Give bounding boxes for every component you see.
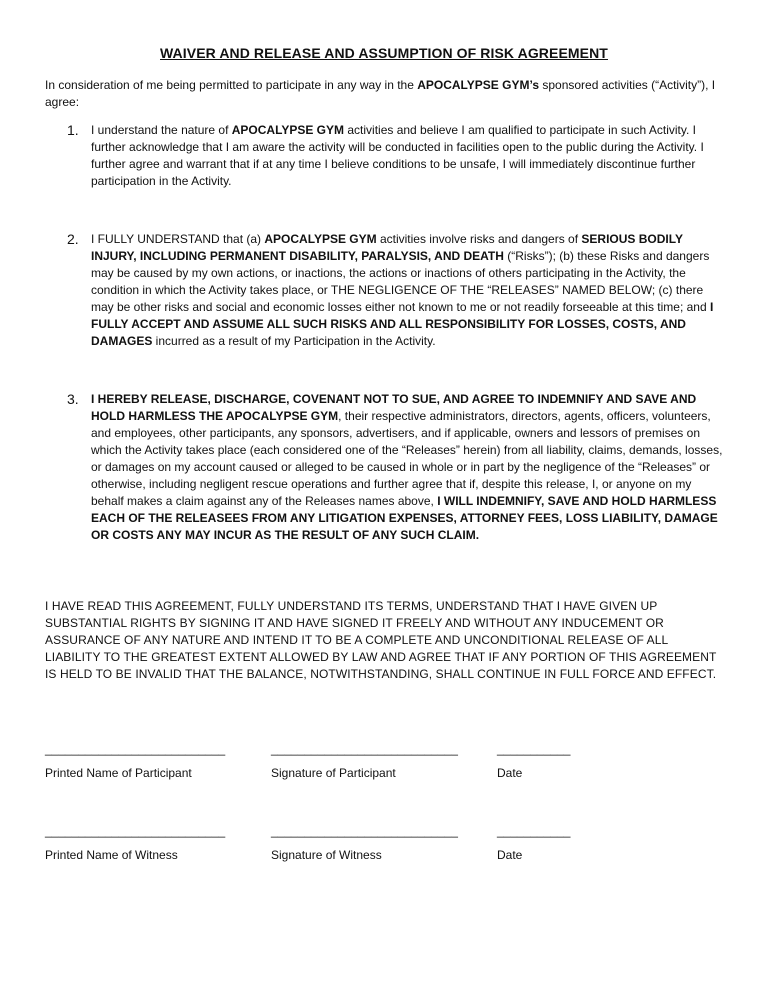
- item-text: I understand the nature of: [91, 123, 232, 137]
- witness-signature-label: Signature of Witness: [271, 848, 382, 862]
- intro-text-2: sponsored activities (“Activity”), I agree:: [45, 78, 716, 109]
- item-bold-text: I WILL INDEMNIFY, SAVE AND HOLD HARMLESS EACH OF THE RELEASEES FROM ANY LITIGATION EXPENSES, ATTORNEY FEES, LOSS LIABILITY, DAMAGE OR COSTS ANY MAY INCUR AS THE RESULT OF ANY SUCH CLAIM.: [91, 494, 718, 542]
- item-number: 2.: [67, 231, 79, 247]
- item-bold-text: APOCALYPSE GYM: [231, 123, 345, 137]
- item-text: (“Risks”); (b) these Risks and dangers may be caused by my own actions, or inactions, the actions or inactions of others participating in the Activity, the condition in which the Activity takes place, or THE NEGLIGENCE OF THE “RELEASES” NAMED BELOW; (c) there may be other risks and social and economic losses either not known to me or not readily forseeable at this time; and: [91, 249, 710, 314]
- item-text: I FULLY UNDERSTAND that (a): [91, 232, 265, 246]
- intro-paragraph: [45, 77, 725, 111]
- witness-date-label: Date: [497, 848, 523, 862]
- date-line[interactable]: ___________: [497, 742, 571, 756]
- item-body: [91, 231, 727, 350]
- signature-line[interactable]: ____________________________: [271, 742, 458, 756]
- item-text: activities involve risks and dangers of: [376, 232, 582, 246]
- participant-signature-label: Signature of Participant: [271, 766, 396, 780]
- list-item-3: [67, 391, 727, 544]
- participant-signature-field[interactable]: [271, 742, 458, 780]
- item-bold-text: I FULLY ACCEPT AND ASSUME ALL SUCH RISKS AND ALL RESPONSIBILITY FOR LOSSES, COSTS, AND DAMAGES: [91, 300, 714, 348]
- item-text: incurred as a result of my Participation in the Activity.: [152, 334, 436, 348]
- document-title: WAIVER AND RELEASE AND ASSUMPTION OF RISK AGREEMENT: [160, 45, 608, 61]
- signature-line[interactable]: ___________________________: [45, 824, 226, 838]
- witness-name-label: Printed Name of Witness: [45, 848, 178, 862]
- item-text: , their respective administrators, directors, agents, officers, volunteers, and employees, other participants, any sponsors, advertisers, and if applicable, owners and lessors of premises on which the Activity takes place (each considered one of the “Releases” herein) from all liability, claims, demands, losses, or damages on my account caused or alleged to be caused in whole or in part by the negligence of the “Releases” or otherwise, including negligent rescue operations and further agree that if, despite this release, I, or anyone on my behalf makes a claim against any of the Releases names above,: [91, 409, 723, 508]
- item-bold-text: SERIOUS BODILY INJURY, INCLUDING PERMANENT DISABILITY, PARALYSIS, AND DEATH: [91, 232, 683, 263]
- signature-line[interactable]: ____________________________: [271, 824, 458, 838]
- participant-name-field[interactable]: [45, 742, 225, 780]
- closing-paragraph: I HAVE READ THIS AGREEMENT, FULLY UNDERSTAND ITS TERMS, UNDERSTAND THAT I HAVE GIVEN UP SUBSTANTIAL RIGHTS BY SIGNING IT AND HAVE SIGNED IT FREELY AND WITHOUT ANY INDUCEMENT OR ASSURANCE OF ANY NATURE AND INTEND IT TO BE A COMPLETE AND UNCONDITIONAL RELEASE OF ALL LIABILITY TO THE GREATEST EXTENT ALLOWED BY LAW AND AGREE THAT IF ANY PORTION OF THIS AGREEMENT IS HELD TO BE INVALID THAT THE BALANCE, NOTWITHSTANDING, SHALL CONTINUE IN FULL FORCE AND EFFECT.: [45, 599, 717, 681]
- intro-text-1: In consideration of me being permitted to participate in any way in the: [45, 78, 418, 92]
- witness-date-field[interactable]: [497, 824, 570, 862]
- list-item-1: [67, 122, 727, 190]
- participant-date-label: Date: [497, 766, 523, 780]
- witness-signature-field[interactable]: [271, 824, 458, 862]
- item-bold-text: APOCALYPSE GYM: [264, 232, 377, 246]
- item-bold-text: I HEREBY RELEASE, DISCHARGE, COVENANT NOT TO SUE, AND AGREE TO INDEMNIFY AND SAVE AND HOLD HARMLESS THE APOCALYPSE GYM: [91, 392, 697, 423]
- item-text: activities and believe I am qualified to participate in such Activity. I further acknowledge that I am aware the activity will be conducted in facilities open to the public during the Activity. I further agree and warrant that if at any time I believe conditions to be unsafe, I will immediately discontinue further participation in the Activity.: [91, 123, 704, 188]
- item-number: 3.: [67, 391, 79, 407]
- item-number: 1.: [67, 122, 79, 138]
- signature-line[interactable]: ___________________________: [45, 742, 226, 756]
- participant-name-label: Printed Name of Participant: [45, 766, 192, 780]
- intro-gym-name: APOCALYPSE GYM’s: [417, 78, 540, 92]
- item-body: [91, 122, 727, 190]
- witness-name-field[interactable]: [45, 824, 225, 862]
- participant-date-field[interactable]: [497, 742, 570, 780]
- list-item-2: [67, 231, 727, 350]
- date-line[interactable]: ___________: [497, 824, 571, 838]
- item-body: [91, 391, 727, 544]
